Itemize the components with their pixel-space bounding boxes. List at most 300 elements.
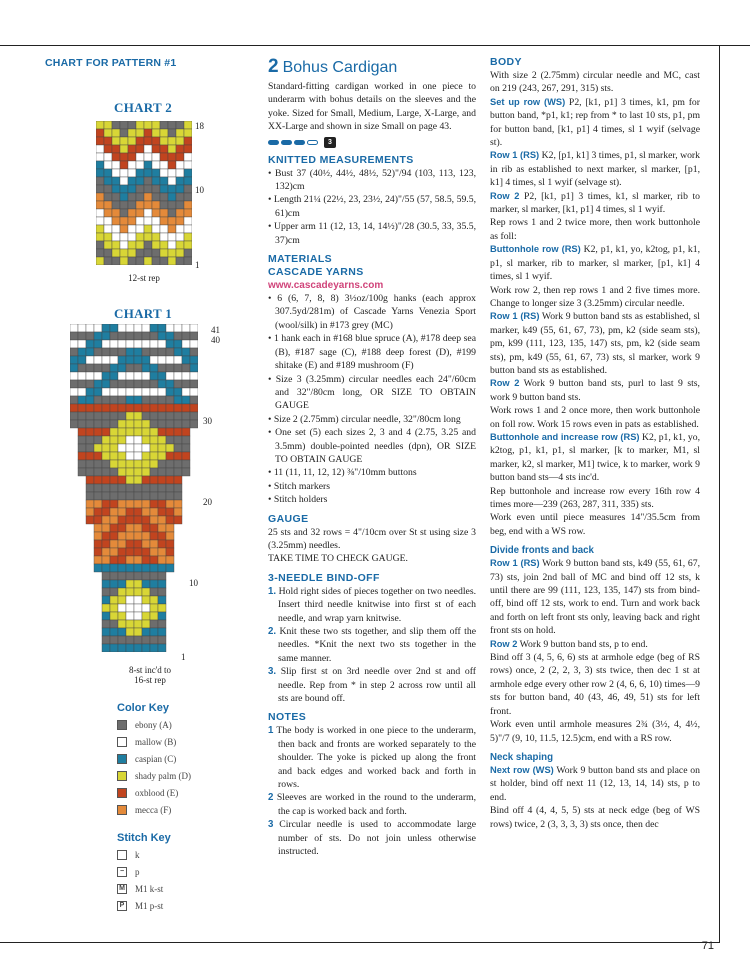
chart-cell — [158, 532, 166, 540]
chart-cell — [158, 508, 166, 516]
chart-cell — [110, 412, 118, 420]
chart-cell — [118, 388, 126, 396]
knitting-chart-svg — [96, 121, 192, 265]
chart-cell — [134, 412, 142, 420]
chart-cell — [110, 636, 118, 644]
chart-cell — [110, 396, 118, 404]
chart-cell — [126, 468, 134, 476]
chart-cell — [102, 572, 110, 580]
chart-cell — [94, 492, 102, 500]
chart-cell — [118, 340, 126, 348]
chart-cell — [120, 201, 128, 209]
chart-cell — [158, 412, 166, 420]
chart-cell — [142, 340, 150, 348]
chart-cell — [102, 420, 110, 428]
chart-cell — [160, 217, 168, 225]
chart-cell — [110, 372, 118, 380]
chart-cell — [176, 177, 184, 185]
chart-cell — [152, 153, 160, 161]
chart-cell — [78, 372, 86, 380]
chart-cell — [126, 444, 134, 452]
chart-cell — [168, 209, 176, 217]
chart-cell — [136, 121, 144, 129]
chart-cell — [94, 460, 102, 468]
chart-cell — [78, 452, 86, 460]
chart-cell — [150, 348, 158, 356]
chart-cell — [126, 452, 134, 460]
chart-cell — [94, 468, 102, 476]
chart-cell — [160, 121, 168, 129]
chart-cell — [168, 185, 176, 193]
chart-cell — [150, 364, 158, 372]
chart-cell — [134, 364, 142, 372]
chart-cell — [112, 137, 120, 145]
chart-cell — [152, 257, 160, 265]
chart-cell — [94, 516, 102, 524]
chart-cell — [166, 404, 174, 412]
chart-cell — [184, 249, 192, 257]
chart-cell — [144, 177, 152, 185]
chart-cell — [176, 161, 184, 169]
chart-cell — [142, 644, 150, 652]
chart-cell — [134, 380, 142, 388]
chart-cell — [144, 129, 152, 137]
chart-cell — [144, 209, 152, 217]
chart-cell — [94, 548, 102, 556]
chart-cell — [158, 516, 166, 524]
row-text: Work row 2, then rep rows 1 and 2 five times more. Change to longer size 3 (3.25mm) circular needle. — [490, 284, 700, 309]
chart-cell — [128, 217, 136, 225]
note-number: 2 — [268, 792, 274, 804]
chart-cell — [126, 380, 134, 388]
chart-cell — [150, 468, 158, 476]
chart-cell — [160, 145, 168, 153]
chart-cell — [110, 612, 118, 620]
color-key-label: caspian (C) — [135, 753, 177, 764]
chart-cell — [174, 436, 182, 444]
chart-cell — [96, 201, 104, 209]
chart-cell — [166, 532, 174, 540]
chart-cell — [134, 436, 142, 444]
note-number: 3 — [268, 819, 274, 831]
chart-cell — [102, 596, 110, 604]
yarn-heading: CASCADE YARNS — [268, 266, 364, 279]
chart2-title: CHART 2 — [114, 100, 173, 115]
chart-cell — [158, 556, 166, 564]
difficulty-bar-icon — [281, 140, 292, 145]
chart-cell — [94, 412, 102, 420]
chart-cell — [86, 436, 94, 444]
chart-cell — [128, 249, 136, 257]
chart-cell — [102, 500, 110, 508]
chart-cell — [190, 412, 198, 420]
chart-cell — [110, 420, 118, 428]
chart-cell — [142, 476, 150, 484]
chart-cell — [102, 436, 110, 444]
row-label: Buttonhole and increase row (RS) — [490, 431, 640, 442]
chart-cell — [158, 348, 166, 356]
chart-cell — [120, 137, 128, 145]
chart-cell — [96, 177, 104, 185]
chart1-row-label-30: 30 — [203, 416, 212, 426]
chart-cell — [160, 225, 168, 233]
chart-cell — [110, 484, 118, 492]
chart-cell — [118, 500, 126, 508]
instruction-paragraph — [490, 310, 700, 377]
stitch-key-item — [117, 846, 163, 863]
instruction-paragraph — [490, 764, 700, 804]
chart-cell — [102, 620, 110, 628]
chart-cell — [150, 628, 158, 636]
chart-cell — [126, 412, 134, 420]
chart-cell — [182, 324, 190, 332]
neck-paragraphs — [490, 764, 700, 831]
chart-cell — [126, 420, 134, 428]
chart-cell — [144, 217, 152, 225]
chart-cell — [102, 580, 110, 588]
chart-cell — [118, 572, 126, 580]
chart-cell — [102, 468, 110, 476]
chart-cell — [174, 324, 182, 332]
chart-cell — [112, 201, 120, 209]
chart-cell — [142, 540, 150, 548]
chart-cell — [158, 524, 166, 532]
chart-cell — [168, 201, 176, 209]
row-text: P2, [k1, p1] 3 times, k1, pm for button band, *p1, k1; rep from * to last 10 sts, p1, pm for button band, [k1, p1] 4 times, sl 1 wyif (selvage st). — [490, 96, 700, 149]
chart-cell — [134, 508, 142, 516]
chart2-rep-label: 12-st rep — [128, 273, 160, 283]
chart-cell — [128, 121, 136, 129]
chart-cell — [174, 468, 182, 476]
chart-cell — [160, 209, 168, 217]
list-item — [268, 625, 476, 665]
chart-cell — [166, 468, 174, 476]
chart-cell — [174, 508, 182, 516]
stitch-key-label: M1 k-st — [135, 883, 164, 894]
chart-cell — [126, 508, 134, 516]
chart-cell — [118, 564, 126, 572]
chart-cell — [126, 516, 134, 524]
chart-cell — [142, 348, 150, 356]
chart-cell — [166, 452, 174, 460]
chart-cell — [104, 129, 112, 137]
chart-cell — [126, 428, 134, 436]
chart-cell — [150, 548, 158, 556]
chart-cell — [134, 484, 142, 492]
chart-cell — [150, 452, 158, 460]
chart-cell — [174, 372, 182, 380]
chart-cell — [102, 380, 110, 388]
chart-cell — [142, 548, 150, 556]
chart-cell — [112, 233, 120, 241]
chart-cell — [166, 324, 174, 332]
chart-cell — [190, 340, 198, 348]
chart2-row-label-1: 1 — [195, 260, 200, 270]
chart-cell — [174, 396, 182, 404]
chart-cell — [144, 153, 152, 161]
chart-cell — [144, 233, 152, 241]
chart-cell — [120, 169, 128, 177]
chart-cell — [142, 484, 150, 492]
chart-cell — [102, 364, 110, 372]
chart-cell — [134, 556, 142, 564]
chart-cell — [152, 145, 160, 153]
chart-cell — [126, 524, 134, 532]
chart-cell — [102, 332, 110, 340]
difficulty-rating — [268, 137, 476, 148]
chart-cell — [126, 372, 134, 380]
chart-cell — [110, 332, 118, 340]
chart-cell — [102, 340, 110, 348]
chart-cell — [158, 324, 166, 332]
chart-cell — [102, 604, 110, 612]
chart-cell — [110, 572, 118, 580]
chart-cell — [110, 468, 118, 476]
chart-cell — [168, 129, 176, 137]
row-label: Row 1 (RS) — [490, 150, 540, 161]
chart-cell — [118, 596, 126, 604]
chart-cell — [168, 153, 176, 161]
chart-cell — [112, 161, 120, 169]
chart-cell — [110, 380, 118, 388]
color-key-title: Color Key — [117, 702, 169, 714]
chart-cell — [160, 153, 168, 161]
chart-cell — [86, 348, 94, 356]
chart-cell — [94, 428, 102, 436]
step-text: Slip first st on 3rd needle over 2nd st and off needle. Rep from * in step 2 across row until all sts are bound off. — [278, 666, 477, 705]
chart-cell — [86, 340, 94, 348]
chart-cell — [150, 476, 158, 484]
chart-cell — [96, 145, 104, 153]
chart-cell — [190, 420, 198, 428]
chart1-row-label-10: 10 — [189, 578, 198, 588]
chart-cell — [182, 340, 190, 348]
chart-cell — [120, 225, 128, 233]
chart-cell — [152, 217, 160, 225]
chart-cell — [160, 161, 168, 169]
color-key-item — [117, 750, 191, 767]
chart-cell — [184, 177, 192, 185]
yarn-url-link[interactable]: www.cascadeyarns.com — [268, 280, 384, 292]
stitch-key-item — [117, 863, 163, 880]
chart-cell — [144, 193, 152, 201]
chart-cell — [94, 364, 102, 372]
instruction-paragraph — [490, 404, 700, 431]
chart-cell — [126, 492, 134, 500]
chart-cell — [176, 249, 184, 257]
chart-cell — [166, 340, 174, 348]
page-number: 71 — [701, 940, 714, 952]
list-item: • Bust 37 (40½, 44½, 48½, 52)"/94 (103, 113, 123, 132)cm — [268, 167, 476, 193]
chart-cell — [134, 404, 142, 412]
chart-cell — [144, 137, 152, 145]
chart-cell — [150, 324, 158, 332]
chart-cell — [70, 412, 78, 420]
chart-cell — [110, 620, 118, 628]
chart-cell — [118, 324, 126, 332]
chart-cell — [102, 532, 110, 540]
chart-cell — [136, 137, 144, 145]
chart-cell — [118, 428, 126, 436]
row-text: Work 9 button band sts, k49 (55, 61, 67, 73) sts, join 2nd ball of MC and bind off 12 sts, k until there are 99 (111, 123, 135, 147) sts from bind-off, bind off 12 sts, work to end. Turn and work back and forth on left front sts only, leaving back and right front sts on hold. — [490, 558, 700, 637]
chart-cell — [150, 532, 158, 540]
color-key-item — [117, 801, 191, 818]
chart-cell — [182, 460, 190, 468]
chart-cell — [110, 556, 118, 564]
chart-cell — [158, 644, 166, 652]
chart-cell — [126, 564, 134, 572]
color-key-label: shady palm (D) — [135, 770, 191, 781]
list-item: • One set (5) each sizes 2, 3 and 4 (2.75, 3.25 and 3.5mm) double-pointed needles (dpn), OR SIZE TO OBTAIN GAUGE — [268, 427, 476, 465]
chart-cell — [160, 129, 168, 137]
chart-cell — [86, 492, 94, 500]
chart-cell — [142, 356, 150, 364]
chart-cell — [118, 548, 126, 556]
chart-cell — [102, 492, 110, 500]
chart-cell — [120, 217, 128, 225]
chart-cell — [142, 468, 150, 476]
chart-cell — [158, 436, 166, 444]
chart-cell — [118, 524, 126, 532]
chart-cell — [150, 340, 158, 348]
chart-cell — [78, 404, 86, 412]
chart-cell — [142, 628, 150, 636]
chart-cell — [104, 241, 112, 249]
chart-cell — [94, 324, 102, 332]
chart-cell — [160, 137, 168, 145]
row-label: Row 1 (RS) — [490, 558, 540, 569]
chart-cell — [152, 209, 160, 217]
chart-cell — [136, 217, 144, 225]
chart-cell — [78, 348, 86, 356]
divide-paragraphs — [490, 557, 700, 745]
instruction-paragraph — [490, 485, 700, 512]
chart-cell — [94, 564, 102, 572]
chart-cell — [158, 364, 166, 372]
instruction-paragraph — [490, 149, 700, 189]
chart-cell — [94, 508, 102, 516]
row-label: Buttonhole row (RS) — [490, 244, 581, 255]
chart-cell — [94, 372, 102, 380]
chart-cell — [142, 380, 150, 388]
chart-cell — [144, 169, 152, 177]
chart-cell — [86, 380, 94, 388]
chart-cell — [118, 348, 126, 356]
color-key-label: ebony (A) — [135, 719, 172, 730]
chart-cell — [142, 620, 150, 628]
chart-cell — [94, 436, 102, 444]
chart-cell — [120, 145, 128, 153]
bottom-rule — [0, 942, 720, 943]
instruction-paragraph — [490, 190, 700, 217]
chart-cell — [110, 476, 118, 484]
chart-cell — [110, 500, 118, 508]
chart-cell — [158, 548, 166, 556]
row-text: Work 9 button band sts, purl to last 9 sts, work 9 button band sts. — [490, 378, 700, 403]
chart-cell — [78, 436, 86, 444]
chart-cell — [152, 201, 160, 209]
list-item: • Size 3 (3.25mm) circular needles each 24"/60cm and 32"/80cm long, OR SIZE TO OBTAIN GAUGE — [268, 373, 476, 412]
chart-cell — [118, 476, 126, 484]
pattern-title: Bohus Cardigan — [282, 59, 398, 76]
chart-cell — [94, 396, 102, 404]
chart-cell — [134, 628, 142, 636]
chart-cell — [94, 532, 102, 540]
chart-cell — [158, 420, 166, 428]
chart-cell — [136, 185, 144, 193]
chart-cell — [158, 596, 166, 604]
chart-cell — [134, 540, 142, 548]
chart-cell — [166, 540, 174, 548]
chart-cell — [150, 396, 158, 404]
chart-cell — [86, 508, 94, 516]
color-swatch-c — [117, 754, 127, 764]
chart-cell — [174, 460, 182, 468]
chart-cell — [166, 500, 174, 508]
chart-cell — [136, 129, 144, 137]
chart-cell — [150, 420, 158, 428]
chart-cell — [94, 476, 102, 484]
chart-cell — [110, 436, 118, 444]
chart-cell — [182, 372, 190, 380]
chart-cell — [102, 348, 110, 356]
chart-cell — [78, 340, 86, 348]
list-item: • 11 (11, 11, 12, 12) ⅜"/10mm buttons — [268, 467, 417, 479]
chart-cell — [142, 420, 150, 428]
chart-cell — [134, 428, 142, 436]
chart-cell — [126, 628, 134, 636]
chart-cell — [112, 225, 120, 233]
chart-cell — [174, 340, 182, 348]
chart-cell — [174, 356, 182, 364]
chart-cell — [118, 508, 126, 516]
chart-cell — [110, 460, 118, 468]
chart-cell — [102, 476, 110, 484]
chart-cell — [168, 249, 176, 257]
chart-cell — [96, 137, 104, 145]
chart-cell — [86, 516, 94, 524]
chart-cell — [150, 516, 158, 524]
chart-cell — [120, 161, 128, 169]
pattern-number: 2 — [268, 56, 279, 77]
chart-cell — [110, 452, 118, 460]
chart-cell — [102, 460, 110, 468]
chart-cell — [118, 492, 126, 500]
chart-cell — [128, 209, 136, 217]
chart-cell — [150, 620, 158, 628]
stitch-key-label: p — [135, 866, 140, 877]
chart-cell — [190, 396, 198, 404]
gauge-heading: GAUGE — [268, 512, 309, 525]
chart-cell — [142, 508, 150, 516]
chart-cell — [136, 225, 144, 233]
chart2-row-label-18: 18 — [195, 121, 204, 131]
m1-knit-symbol-icon: M — [117, 884, 127, 894]
chart-cell — [102, 628, 110, 636]
chart-cell — [126, 332, 134, 340]
chart-cell — [176, 145, 184, 153]
chart-cell — [102, 564, 110, 572]
neck-heading: Neck shaping — [490, 751, 553, 763]
chart-cell — [70, 420, 78, 428]
chart-cell — [110, 444, 118, 452]
chart-cell — [120, 129, 128, 137]
chart-cell — [174, 380, 182, 388]
chart-cell — [152, 161, 160, 169]
chart-cell — [118, 420, 126, 428]
chart-cell — [110, 580, 118, 588]
chart-cell — [110, 596, 118, 604]
